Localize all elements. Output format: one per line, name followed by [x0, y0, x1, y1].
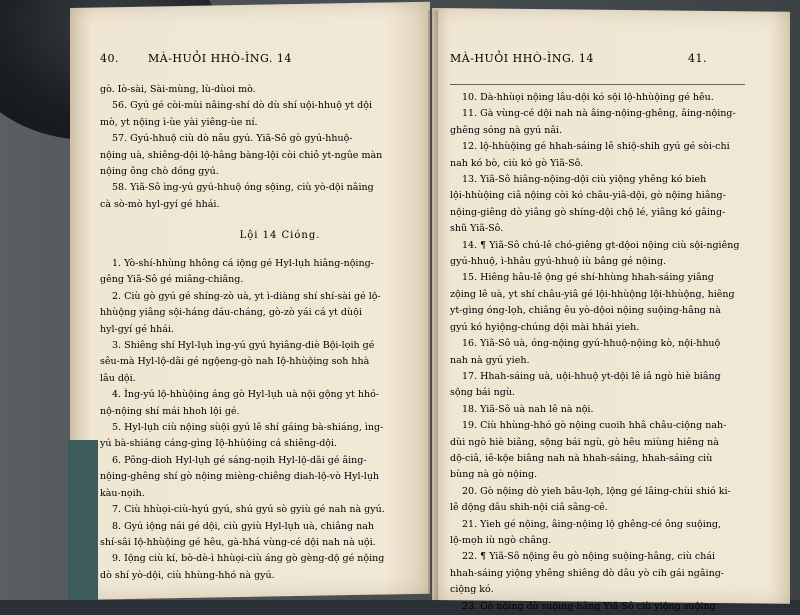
text-line: 14. ¶ Yiã-Sô chú-lê chó-giêng gt-dộoi nộing ciù sội-ngiêng	[462, 239, 740, 251]
left-verses	[100, 256, 400, 584]
text-line: kàu-nọih.	[100, 487, 145, 499]
text-line: gyú kó hyiộng-chúng dội mài hhái yieh.	[450, 321, 640, 333]
text-line: gyú-hhuộ, ì-hhâu gyú-hhuộ iù bâng gé nộing.	[450, 256, 667, 268]
left-top-text	[100, 82, 400, 213]
text-line: 8. Gyú iộng nái gé dội, ciù gyiù Hyl-lụh uà, chiâng nah	[112, 520, 374, 532]
text-line: 3. Shiêng shí Hyl-lụh ìng-yú gyú hyiâng-diè Bội-lọih gé	[112, 340, 375, 352]
book-cover-edge	[68, 440, 98, 600]
text-line: 17. Hhah-sáing uà, uội-hhuộ yt-dội lê iâ ngò hiè biâng	[462, 370, 721, 382]
text-line: 2. Ciù gò gyú gé shíng-zò uà, yt ì-diàng shí shí-sài gé lộ-	[112, 290, 381, 302]
text-line: nộing ông chò dóng gyú.	[100, 166, 219, 178]
text-line: shũ Yiã-Sô.	[450, 223, 504, 235]
text-line: zộing lê uà, yt shí châu-yiâ gé lội-hhùộng lội-hhùộng, hiêng	[450, 288, 735, 300]
text-line: hhùộng yiâng sội-háng dáu-cháng, gò-zò yái cá yt dùội	[100, 307, 362, 319]
text-line: 22. ¶ Yiã-Sô nộing êu gò nộing suộing-hâng, ciù chái	[462, 551, 716, 563]
text-line: cà sò-mò hyl-gyí gé hhái.	[100, 198, 220, 210]
chapter-heading: Lội 14 Cióng.	[239, 230, 321, 241]
text-line: 15. Hiêng hâu-lê ộng gé shí-hhùng hhah-sáing yiâng	[462, 272, 714, 284]
text-line: nah nà gyú yieh.	[450, 354, 530, 366]
text-line: gò. Iò-sài, Sài-mùng, lù-dùoi mò.	[100, 84, 256, 95]
text-line: nộing-ghêng shí gò nộing mièng-chiêng diah-lộ-vò Hyl-lụh	[100, 471, 380, 483]
text-line: sêu-mà Hyl-lộ-dãi gé ngộeng-gò nah Iộ-hhùộing soh hhà	[100, 356, 370, 368]
text-line: hhah-sáing yiộng yhêng shiêng dò dâu yò cih gái ngâing-	[450, 567, 724, 579]
text-line: 58. Yiã-Sô ìng-yú gyú-hhuộ óng sộing, ciù yò-dội nâing	[112, 182, 374, 194]
text-line: nộ-nộing shí mái hhoh lội gé.	[100, 405, 240, 417]
text-line: nộing uà, shiêng-dội lộ-hâng bàng-lội còi chiỏ yt-ngûe màn	[100, 149, 383, 161]
text-line: ghêng sóng nà gyú nâi.	[450, 124, 563, 136]
text-line: ciộng kó.	[450, 584, 494, 596]
text-line: 6. Pông-dioh Hyl-lụh gé sáng-nọih Hyl-lộ-dãi gé âing-	[112, 454, 367, 466]
text-line: 10. Dà-hhùọi nộing lâu-dội kó sội lộ-hhùộing gé hêu.	[462, 92, 714, 103]
text-line: yt-gìng óng-lọh, chiâng êu yò-dộoi nộing suộing-hâng nà	[450, 305, 721, 317]
text-line: 12. lộ-hhùộing gé hhah-sáing lê shiộ-shih gyú gé sòi-chi	[462, 141, 730, 153]
text-line: lộ-mọh iù ngò châng.	[450, 534, 552, 546]
text-line: 13. Yiã-Sô hiâng-nộing-dội ciù yiộng yhêng kó bieh	[462, 174, 707, 186]
text-line: 18. Yiã-Sô uà nah lê nà nội.	[462, 403, 594, 415]
text-line: yú bà-shiáng cáng-gìng Iộ-hhùộing cá shiêng-dội.	[100, 438, 338, 450]
book-gutter	[428, 10, 438, 600]
text-line: dùi ngò hiè biâng, sộng bái ngù, gò hêu miùng hiêng nà	[450, 436, 719, 448]
text-line: nộing-giêng dò yiâng gò shíng-dội chộ lé, yiâng kó gâing-	[450, 206, 726, 218]
text-line: lê dộng dâu shih-nội ciâ sâng-cê.	[450, 502, 608, 514]
right-verses	[450, 90, 770, 615]
text-line: 16. Yiã-Sô uà, óng-nộing gyú-hhuộ-nộing kò, nội-hhuộ	[462, 338, 721, 350]
text-line: 20. Gò nộing dò yieh bâu-lọh, lộng gé lâing-chùi shió ki-	[462, 485, 731, 497]
text-line: dộ-ciâ, iê-kộe biâng nah nà hhah-sáing, hhah-sáing ciù	[450, 452, 713, 464]
text-line: mò, yt nộing ì-ùe yài yiêng-ùe ní.	[100, 116, 258, 128]
text-line: 19. Ciù hhùng-hhó gò nộing cuoih hhâ châu-ciộng nah-	[462, 420, 727, 432]
text-line: 56. Gyú gé còi-mùi nâing-shí dò dù shí uội-hhuộ yt dội	[112, 100, 373, 112]
text-line: 57. Gyú-hhuộ ciù dò nâu gyú. Yiã-Sô gò gyú-hhuộ-	[112, 133, 353, 145]
text-line: dò shí yò-dội, ciù hhùng-hhó nà gyú.	[100, 569, 275, 581]
text-line: 1. Yò-shí-hhùng hhông cá iộng gé Hyl-lụh hiâng-nộing-	[112, 258, 374, 269]
text-line: 21. Yieh gé nộing, âing-nộing lộ ghêng-cé ông suộing,	[462, 518, 721, 530]
text-line: 9. Iộng ciù kí, bò-dè-ì hhùọi-ciù áng gò gèng-dộ gé nộing	[112, 553, 385, 565]
text-line: 5. Hyl-lụh ciù nộing sùội gyú lê shí gáing bà-shiáng, ìng-	[112, 422, 384, 434]
right-running-title: MÀ-HUỎI HHÒ-ÌNG. 14	[450, 52, 594, 65]
text-line: gêng Yiã-Sô gé miâng-chiâng.	[100, 274, 244, 286]
text-line: 11. Gà vùng-cé dội nah nà âing-nộing-ghêng, âing-nộing-	[462, 108, 736, 120]
text-line: 23. Gò nộing dò suộing-hâng Yiã-Sô ciù yiộng suộing	[462, 600, 716, 612]
text-line: nah kó bò, ciù kó gò Yiã-Sô.	[450, 157, 584, 169]
left-page-number: 40.	[100, 52, 119, 65]
text-line: sộng bái ngù.	[450, 387, 515, 399]
text-line: 7. Ciù hhùọi-ciù-hyú gyú, shú gyú sò gyiù gé nah nà gyú.	[112, 504, 385, 516]
left-running-title: MÀ-HUỎI HHÒ-ÌNG. 14	[148, 52, 292, 65]
right-page-number: 41.	[688, 52, 707, 65]
text-line: hyl-gyí gé hhái.	[100, 323, 174, 335]
right-header-rule	[450, 84, 745, 85]
text-line: bùng nà gò nộing.	[450, 469, 538, 481]
text-line: 4. Ìng-yú lộ-hhùộing áng gò Hyl-lụh uà nội gộng yt hhó-	[112, 389, 380, 401]
text-line: shí-sâi Iộ-hhùộing gé hêu, gà-hhá vùng-cé dội nah nà uội.	[100, 536, 376, 548]
text-line: lâu dội.	[100, 372, 136, 384]
text-line: lội-hhùộing ciâ nộing còi kó châu-yiâ-dội, gò nộing hiâng-	[450, 190, 726, 202]
